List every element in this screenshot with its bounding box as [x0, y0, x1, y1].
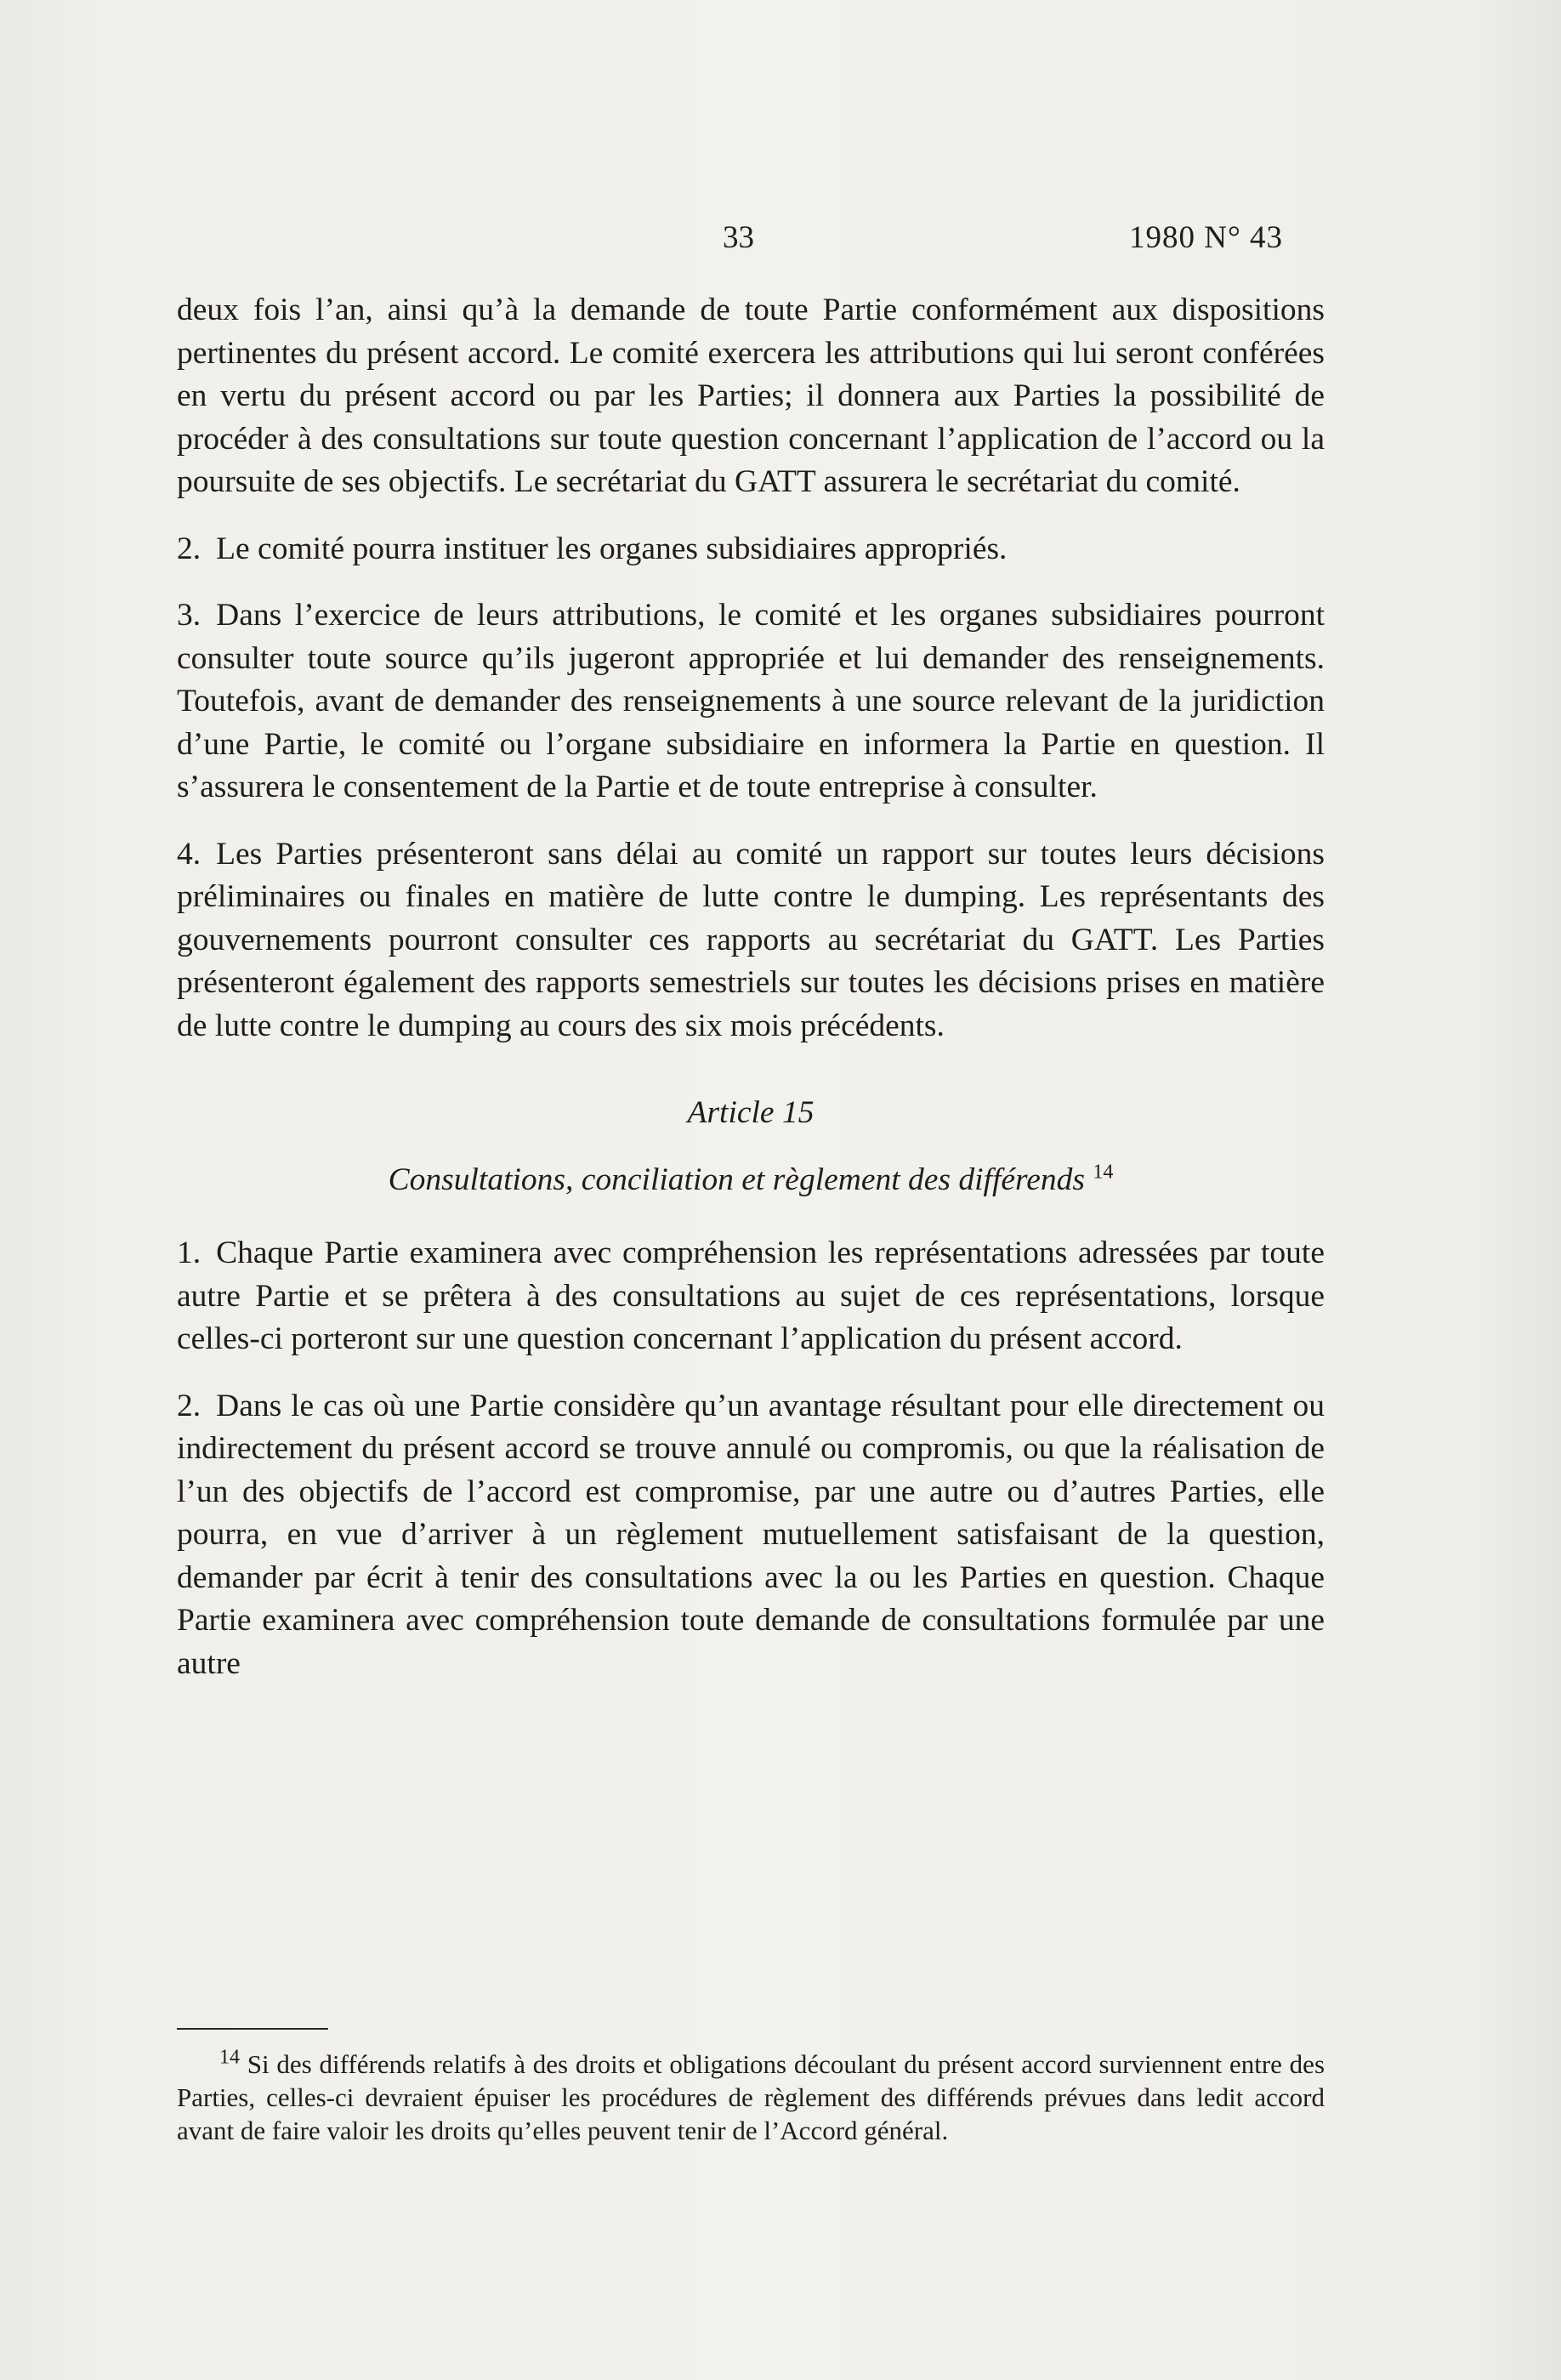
paragraph-number: 2.	[177, 1388, 202, 1423]
footnote-reference: 14	[1093, 1161, 1114, 1183]
footnote-text: Si des différends relatifs à des droits et obligations découlant du présent accord surviennent entre des Parties, celles-ci devraient épuiser les procédures de règlement des différends prévues dans ledit accord avant de faire valoir les droits qu’elles peuvent tenir de l’Accord général.	[177, 2049, 1325, 2145]
paragraph-text: deux fois l’an, ainsi qu’à la demande de toute Partie conformément aux dispositions pertinentes du présent accord. Le comité exercera les attributions qui lui seront conférées en vertu du présent accord ou par les Parties; il donnera aux Parties la possibilité de procéder à des consultations sur toute question concernant l’application de l’accord ou la poursuite de ses objectifs. Le secrétariat du GATT assurera le secrétariat du comité.	[177, 293, 1325, 499]
document-reference: 1980 N° 43	[1129, 220, 1284, 255]
paragraph-3	[177, 594, 1325, 809]
paragraph-text: Les Parties présenteront sans délai au comité un rapport sur toutes leurs décisions préliminaires ou finales en matière de lutte contre le dumping. Les représentants des gouvernements pourront consulter ces rapports au secrétariat du GATT. Les Parties présenteront également des rapports semestriels sur toutes les décisions prises en matière de lutte contre le dumping au cours des six mois précédents.	[177, 836, 1325, 1043]
footnote-marker: 14	[219, 2046, 240, 2069]
paragraph-text: Le comité pourra instituer les organes subsidiaires appropriés.	[216, 531, 1008, 566]
paragraph-text: Chaque Partie examinera avec compréhension les représentations adressées par toute autre Partie et se prêtera à des consultations au sujet de ces représentations, lorsque celles-ci porteront sur une question concernant l’application du présent accord.	[177, 1235, 1325, 1356]
article-title	[177, 1159, 1325, 1202]
paragraph-number: 2.	[177, 531, 202, 566]
paragraph-text: Dans l’exercice de leurs attributions, le comité et les organes subsidiaires pourront consulter toute source qu’ils jugeront appropriée et lui demander des renseignements. Toutefois, avant de demander des renseignements à une source relevant de la juridiction d’une Partie, le comité ou l’organe subsidiaire en informera la Partie en question. Il s’assurera le consentement de la Partie et de toute entreprise à consulter.	[177, 598, 1325, 804]
paragraph-number: 3.	[177, 598, 202, 633]
paragraph-number: 4.	[177, 836, 202, 872]
page-number: 33	[723, 220, 754, 255]
article-heading: Article 15	[687, 1095, 815, 1130]
paragraph-4	[177, 833, 1325, 1048]
footnote-divider	[177, 2028, 328, 2030]
paragraph-text: Dans le cas où une Partie considère qu’un avantage résultant pour elle directement ou indirectement du présent accord se trouve annulé ou compromis, ou que la réalisation de l’un des objectifs de l’accord est compromise, par une autre ou d’autres Parties, elle pourra, en vue d’arriver à un règlement mutuellement satisfaisant de la question, demander par écrit à tenir des consultations avec la ou les Parties en question. Chaque Partie examinera avec compréhension toute demande de consultations formulée par une autre	[177, 1388, 1325, 1681]
page-header	[0, 219, 1561, 262]
footnote	[177, 2048, 1325, 2147]
article-paragraph-2	[177, 1385, 1325, 1686]
article-title-text: Consultations, conciliation et règlement des différends	[388, 1162, 1085, 1197]
paragraph-continuation	[177, 289, 1325, 504]
paragraph-2	[177, 528, 1325, 571]
main-text	[177, 289, 1325, 1709]
paragraph-number: 1.	[177, 1235, 202, 1270]
article-paragraph-1	[177, 1232, 1325, 1361]
